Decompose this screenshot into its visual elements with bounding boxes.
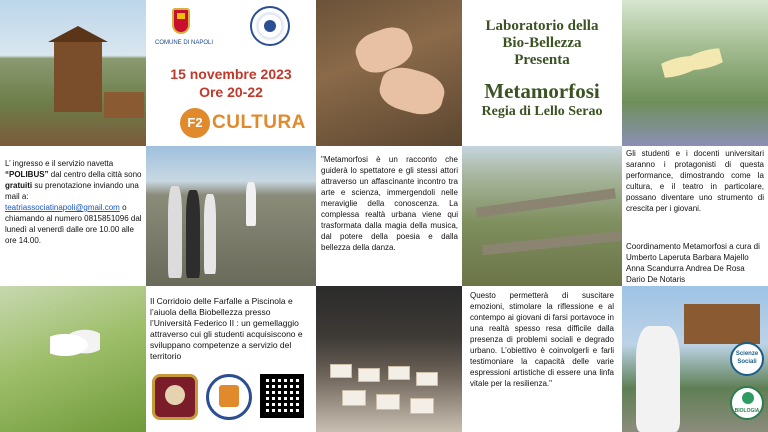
card bbox=[342, 390, 366, 406]
card bbox=[416, 372, 438, 386]
show-title: Metamorfosi bbox=[484, 79, 600, 103]
shuttle-origin: dal centro della città sono bbox=[48, 170, 142, 179]
coordination-credits: Coordinamento Metamorfosi a cura di Umberto Laperuta Barbara Majello Anna Scandurra Andrea De Rosa Dario De Notaris bbox=[626, 242, 760, 284]
comune-label: COMUNE DI NAPOLI bbox=[154, 40, 213, 46]
f2-logo-icon: F2 bbox=[180, 108, 210, 138]
photo-insect-hotel-garden bbox=[0, 0, 146, 146]
student-figure bbox=[204, 194, 216, 274]
students-info-panel bbox=[622, 146, 768, 286]
shuttle-info-text bbox=[5, 158, 143, 246]
garden-bed-border bbox=[482, 231, 622, 256]
header-logos-panel bbox=[146, 0, 316, 146]
title-line-3: Presenta bbox=[514, 52, 570, 68]
f2-cultura-wordmark: CULTURA bbox=[212, 112, 306, 133]
photo-student-birdhouse bbox=[622, 286, 768, 432]
show-description: "Metamorfosi è un racconto che guiderà lo spettatore e gli stessi attori attraverso un affascinante incontro tra arte e scienza, immergendoli nelle meraviglie della conoscenza. La complessa realtà urbana viene qui trasformata dalla magia della musica, dal potere della poesia e dalla bellezza della danza. bbox=[321, 155, 458, 252]
booking-instructions: su prenotazione inviando una mail a: bbox=[5, 181, 139, 201]
photo-white-butterfly bbox=[0, 286, 146, 432]
card bbox=[388, 366, 410, 380]
photo-hands-in-soil bbox=[316, 0, 462, 146]
qr-code-icon[interactable] bbox=[260, 374, 304, 418]
card bbox=[410, 398, 434, 414]
insect-hotel-roof bbox=[48, 26, 108, 42]
description-panel bbox=[316, 146, 462, 286]
university-seal-icon bbox=[250, 6, 290, 46]
insect-hotel bbox=[54, 42, 102, 112]
photo-workshop-cards bbox=[316, 286, 462, 432]
wooden-house bbox=[684, 304, 760, 344]
shuttle-intro: L’ ingresso e il servizio navetta bbox=[5, 159, 114, 168]
event-time: Ore 20-22 bbox=[199, 84, 263, 100]
photo-students-garden bbox=[146, 146, 316, 286]
garden-bed-border bbox=[476, 188, 616, 217]
title-line-2: Bio-Bellezza bbox=[502, 35, 582, 51]
student-figure bbox=[186, 190, 200, 278]
director-credit: Regia di Lello Serao bbox=[481, 104, 603, 119]
closing-text-panel bbox=[462, 286, 622, 432]
photo-butterfly-lavender bbox=[622, 0, 768, 146]
corridor-info-panel bbox=[146, 286, 316, 432]
white-butterfly bbox=[50, 328, 100, 362]
phone-hours: o chiamando al numero 0815851096 dal lunedì al venerdì dalle ore 10.00 alle ore 14.00. bbox=[5, 203, 142, 245]
photo-raised-beds bbox=[462, 146, 622, 286]
comune-crest-icon bbox=[172, 8, 190, 34]
title-block bbox=[462, 18, 622, 69]
swallowtail-butterfly bbox=[659, 41, 725, 86]
card bbox=[330, 364, 352, 378]
garden-bench bbox=[104, 92, 144, 118]
corridor-logo-icon bbox=[152, 374, 198, 420]
scienze-sociali-badge: Scienze Sociali bbox=[730, 342, 764, 376]
card bbox=[358, 368, 380, 382]
title-line-1: Laboratorio della bbox=[485, 18, 599, 34]
polibus-name: “POLIBUS” bbox=[5, 170, 49, 179]
students-performance-text: Gli studenti e i docenti universitari saranno i protagonisti di questa performance, dimostrando come la cultura, e il teatro in particolare, possano diventare uno strumento di crescita per i giovani. bbox=[626, 149, 764, 213]
shuttle-info-panel bbox=[0, 146, 146, 286]
closing-message: Questo permetterà di suscitare emozioni, stimolare la riflessione e al contempo ai giovani di farsi portavoce in una realtà spesso resa difficile dalla presenza di problemi sociali e degrado urbano. L’obiettivo è coinvolgerli e farli testimoniare la capacità delle varie espressioni artistiche di essere una linfa vitale per la resilienza." bbox=[470, 291, 614, 388]
student-figure bbox=[246, 182, 256, 226]
student-figure bbox=[636, 326, 680, 432]
event-date: 15 novembre 2023 bbox=[170, 66, 292, 82]
hand-right bbox=[376, 62, 449, 119]
student-figure bbox=[168, 186, 182, 278]
biologia-badge: BIOLOGIA bbox=[730, 386, 764, 420]
booking-email-link[interactable]: teatriassociatinapoli@gmail.com bbox=[5, 203, 120, 212]
title-panel bbox=[462, 0, 622, 146]
card bbox=[376, 394, 400, 410]
free-word: gratuiti bbox=[5, 181, 33, 190]
butterfly-corridor-text: Il Corridoio delle Farfalle a Piscinola e l’aiuola della Biobellezza presso l’Università Federico II : un gemellaggio attraverso cui gli studenti acquisiscono e sviluppano competenze a servizio del territorio bbox=[150, 296, 303, 361]
community-logo-icon bbox=[206, 374, 252, 420]
